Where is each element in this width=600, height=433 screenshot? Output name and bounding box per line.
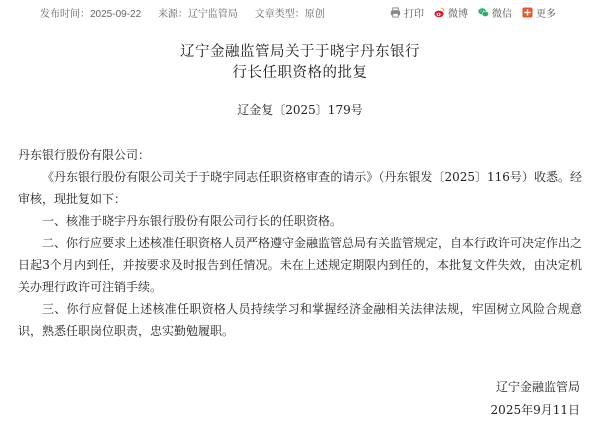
paragraph-item-2: 二、你行应要求上述核准任职资格人员严格遵守金融监管总局有关监管规定，自本行政许可决定作出之日起3个月内到任，并按要求及时报告到任情况。未在上述规定期限内到任的，本批复文件失效，由决定机关办理行政许可注销手续。	[18, 236, 583, 294]
document-title-line-2: 行长任职资格的批复	[232, 65, 368, 81]
salutation: 丹东银行股份有限公司：	[18, 148, 151, 162]
more-button[interactable]: 更多	[522, 5, 556, 20]
signature-date: 2025年9月11日	[490, 403, 580, 417]
print-button[interactable]: 打印	[390, 5, 424, 20]
article-meta-bar	[0, 0, 600, 22]
paragraph-request: 《丹东银行股份有限公司关于于晓宇同志任职资格审查的请示》（丹东银发〔2025〕116号）收悉。经审核，现批复如下：	[18, 170, 582, 206]
wechat-button[interactable]: 微信	[478, 5, 512, 20]
article-meta	[40, 5, 339, 20]
document-number: 辽金复〔2025〕179号	[237, 103, 363, 117]
document-title-line-1: 辽宁金融监管局关于于晓宇丹东银行	[180, 44, 420, 60]
weibo-button[interactable]: 微博	[434, 5, 468, 20]
wechat-icon	[478, 7, 489, 18]
publish-time: 发布时间：2025-09-22	[40, 9, 142, 20]
article-type: 文章类型：原创	[254, 9, 325, 20]
article-source: 来源：辽宁监管局	[157, 9, 238, 20]
more-icon	[522, 7, 533, 18]
print-icon	[390, 7, 401, 18]
weibo-icon	[434, 7, 445, 18]
paragraph-item-1: 一、核准于晓宇丹东银行股份有限公司行长的任职资格。	[42, 214, 343, 228]
signature-organization: 辽宁金融监管局	[495, 380, 580, 394]
share-toolbar	[380, 5, 556, 20]
paragraph-item-3: 三、你行应督促上述核准任职资格人员持续学习和掌握经济金融相关法律法规，牢固树立风险合规意识，熟悉任职岗位职责，忠实勤勉履职。	[18, 302, 582, 338]
